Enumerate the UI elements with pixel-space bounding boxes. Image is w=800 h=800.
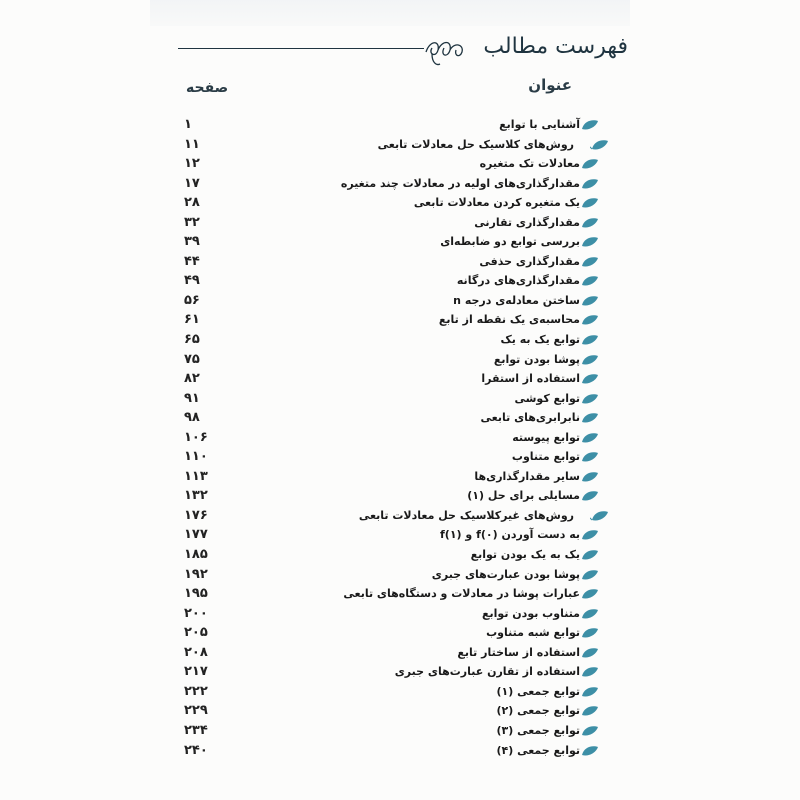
- toc-page-number: ۹۱: [184, 390, 200, 406]
- toc-entry-label: توابع کوشی: [514, 391, 580, 405]
- leaf-bullet-icon: [580, 745, 600, 757]
- toc-page-number: ۲۴۰: [184, 742, 208, 758]
- leaf-bullet-icon: [580, 588, 600, 600]
- leaf-bullet-icon: [580, 666, 600, 678]
- leaf-bullet-icon: [580, 314, 600, 326]
- toc-page-number: ۲۳۴: [184, 722, 208, 738]
- leaf-bullet-icon: [580, 197, 600, 209]
- toc-entry-label: توابع جمعی (۴): [496, 743, 580, 757]
- toc-entry: [180, 272, 610, 292]
- toc-page-number: ۳۹: [184, 234, 200, 250]
- toc-entry: [180, 253, 610, 273]
- toc-entry-label: عبارات پوشا در معادلات و دستگاه‌های تابعی: [343, 587, 580, 601]
- toc-entry-label: بررسی توابع دو ضابطه‌ای: [440, 235, 580, 249]
- toc-entry-label: مقدارگذاری حذفی: [479, 254, 580, 268]
- toc-entry: [180, 487, 610, 507]
- leaf-bullet-icon: [580, 471, 600, 483]
- leaf-bullet-icon: [580, 236, 600, 248]
- toc-entry-label: استفاده از تقارن عبارت‌های جبری: [394, 665, 580, 679]
- leaf-bullet-icon: [580, 569, 600, 581]
- toc-entry: [180, 351, 610, 371]
- leaf-bullet-icon: [580, 412, 600, 424]
- top-bleed: [150, 0, 630, 26]
- toc-page-number: ۱۲: [184, 156, 200, 172]
- toc-entry: [180, 311, 610, 331]
- leaf-bullet-icon: [580, 334, 600, 346]
- toc-page-number: ۴۴: [184, 253, 200, 269]
- leaf-bullet-icon: [590, 510, 610, 522]
- toc-entry: [180, 526, 610, 546]
- leaf-bullet-icon: [580, 354, 600, 366]
- leaf-bullet-icon: [580, 647, 600, 659]
- toc-entry: [180, 175, 610, 195]
- toc-page-number: ۱۷۷: [184, 527, 208, 543]
- leaf-bullet-icon: [580, 549, 600, 561]
- toc-entry-label: توابع جمعی (۲): [496, 704, 580, 718]
- toc-entry-label: به دست آوردن f(۰) و f(۱): [440, 528, 580, 542]
- toc-page-number: ۱۰۶: [184, 429, 208, 445]
- toc-entry-label: استفاده از ساختار تابع: [457, 645, 580, 659]
- toc-entry: [180, 683, 610, 703]
- toc-entry-label: روش‌های غیرکلاسیک حل معادلات تابعی: [358, 508, 574, 522]
- leaf-bullet-icon: [580, 217, 600, 229]
- toc-entry-label: توابع پیوسته: [512, 430, 580, 444]
- column-page-label: صفحه: [186, 80, 229, 96]
- toc-entry-label: استفاده از استقرا: [481, 372, 580, 386]
- leaf-bullet-icon: [580, 373, 600, 385]
- toc-entry-label: مسایلی برای حل (۱): [467, 489, 580, 503]
- toc-entry: [180, 507, 610, 527]
- header-rule: [178, 48, 424, 49]
- toc-page-number: ۶۵: [184, 332, 200, 348]
- leaf-bullet-icon: [580, 725, 600, 737]
- page-title: فهرست مطالب: [483, 34, 628, 59]
- toc-page-number: ۲۰۰: [184, 605, 208, 621]
- toc-page-number: ۵۶: [184, 292, 200, 308]
- toc-entry-label: آشنایی با توابع: [499, 118, 580, 131]
- toc-entry-label: روش‌های کلاسیک حل معادلات تابعی: [377, 137, 574, 151]
- leaf-bullet-icon: [580, 295, 600, 307]
- column-title-label: عنوان: [528, 76, 572, 94]
- toc-page-number: ۱۱۰: [184, 449, 208, 465]
- toc-page-number: ۸۲: [184, 371, 200, 387]
- toc-entry: [180, 194, 610, 214]
- toc-page-number: ۱۹۵: [184, 586, 208, 602]
- toc-entry: [180, 644, 610, 664]
- toc-entry-label: ساختن معادله‌ی درجه n: [453, 293, 580, 307]
- toc-entry-label: توابع شبه متناوب: [486, 626, 580, 640]
- leaf-bullet-icon: [580, 275, 600, 287]
- toc-page-number: ۱۱: [184, 136, 200, 152]
- toc-entry: [180, 429, 610, 449]
- toc-entry: [180, 292, 610, 312]
- leaf-bullet-icon: [580, 705, 600, 717]
- toc-entry-label: مقدارگذاری‌های درگانه: [456, 274, 580, 288]
- toc-page-number: ۲۲۹: [184, 703, 208, 719]
- toc-entry: [180, 233, 610, 253]
- leaf-bullet-icon: [580, 432, 600, 444]
- toc-entry: [180, 448, 610, 468]
- toc-entry-label: متناوب بودن توابع: [482, 606, 580, 620]
- toc-entry-label: یک به یک بودن توابع: [470, 548, 580, 562]
- toc-page-number: ۱۱۳: [184, 468, 208, 484]
- leaf-bullet-icon: [580, 393, 600, 405]
- leaf-bullet-icon: [580, 686, 600, 698]
- toc-page-number: ۹۸: [184, 410, 200, 426]
- toc-entry-label: توابع جمعی (۱): [496, 684, 580, 698]
- toc-entry: [180, 116, 610, 136]
- toc-entry-label: نابرابری‌های تابعی: [480, 411, 580, 425]
- toc-entry-label: پوشا بودن عبارت‌های جبری: [431, 567, 580, 581]
- toc-entry: [180, 624, 610, 644]
- leaf-bullet-icon: [580, 256, 600, 268]
- toc-entry: [180, 702, 610, 722]
- toc-entry: [180, 585, 610, 605]
- toc-page-number: ۱۷: [184, 175, 200, 191]
- toc-entry-label: توابع یک به یک: [500, 333, 580, 347]
- toc-page-number: ۱: [184, 117, 192, 132]
- leaf-bullet-icon: [580, 119, 600, 131]
- toc-page-number: ۴۹: [184, 273, 200, 289]
- toc-entry: [180, 331, 610, 351]
- toc-list: [180, 116, 610, 761]
- leaf-bullet-icon: [580, 529, 600, 541]
- toc-entry: [180, 742, 610, 762]
- toc-entry: [180, 409, 610, 429]
- toc-entry-label: توابع جمعی (۳): [496, 723, 580, 737]
- toc-entry: [180, 566, 610, 586]
- toc-page-number: ۲۱۷: [184, 664, 208, 680]
- toc-entry: [180, 390, 610, 410]
- ornament-icon: [422, 36, 468, 70]
- leaf-bullet-icon: [580, 627, 600, 639]
- toc-entry-label: پوشا بودن توابع: [493, 352, 580, 366]
- toc-entry: [180, 722, 610, 742]
- toc-entry: [180, 370, 610, 390]
- toc-page-number: ۳۲: [184, 214, 200, 230]
- toc-entry: [180, 605, 610, 625]
- toc-entry: [180, 214, 610, 234]
- toc-page-number: ۷۵: [184, 351, 200, 367]
- toc-page-number: ۱۷۶: [184, 507, 208, 523]
- toc-entry-label: مقدارگذاری تقارنی: [474, 215, 580, 229]
- toc-entry: [180, 468, 610, 488]
- toc-header: [178, 34, 628, 74]
- leaf-bullet-icon: [590, 139, 610, 151]
- leaf-bullet-icon: [580, 451, 600, 463]
- leaf-bullet-icon: [580, 178, 600, 190]
- toc-page-number: ۶۱: [184, 312, 200, 328]
- toc-page-number: ۱۸۵: [184, 547, 208, 563]
- toc-entry-label: یک متغیره کردن معادلات تابعی: [413, 196, 580, 210]
- leaf-bullet-icon: [580, 158, 600, 170]
- toc-entry: [180, 155, 610, 175]
- toc-entry: [180, 546, 610, 566]
- toc-page-number: ۲۰۸: [184, 644, 208, 660]
- toc-page-number: ۲۲۲: [184, 683, 208, 699]
- toc-entry-label: توابع متناوب: [511, 450, 580, 464]
- toc-entry-label: محاسبه‌ی یک نقطه از تابع: [438, 313, 580, 327]
- toc-page-number: ۲۸: [184, 195, 200, 211]
- toc-entry-label: سایر مقدارگذاری‌ها: [474, 469, 580, 483]
- toc-page-number: ۱۳۲: [184, 488, 208, 504]
- toc-entry-label: مقدارگذاری‌های اولیه در معادلات چند متغیره: [340, 176, 580, 190]
- toc-page-number: ۱۹۲: [184, 566, 208, 582]
- leaf-bullet-icon: [580, 608, 600, 620]
- toc-entry: [180, 136, 610, 156]
- toc-entry-label: معادلات تک متغیره: [479, 157, 580, 171]
- toc-entry: [180, 663, 610, 683]
- leaf-bullet-icon: [580, 490, 600, 502]
- toc-page-number: ۲۰۵: [184, 625, 208, 641]
